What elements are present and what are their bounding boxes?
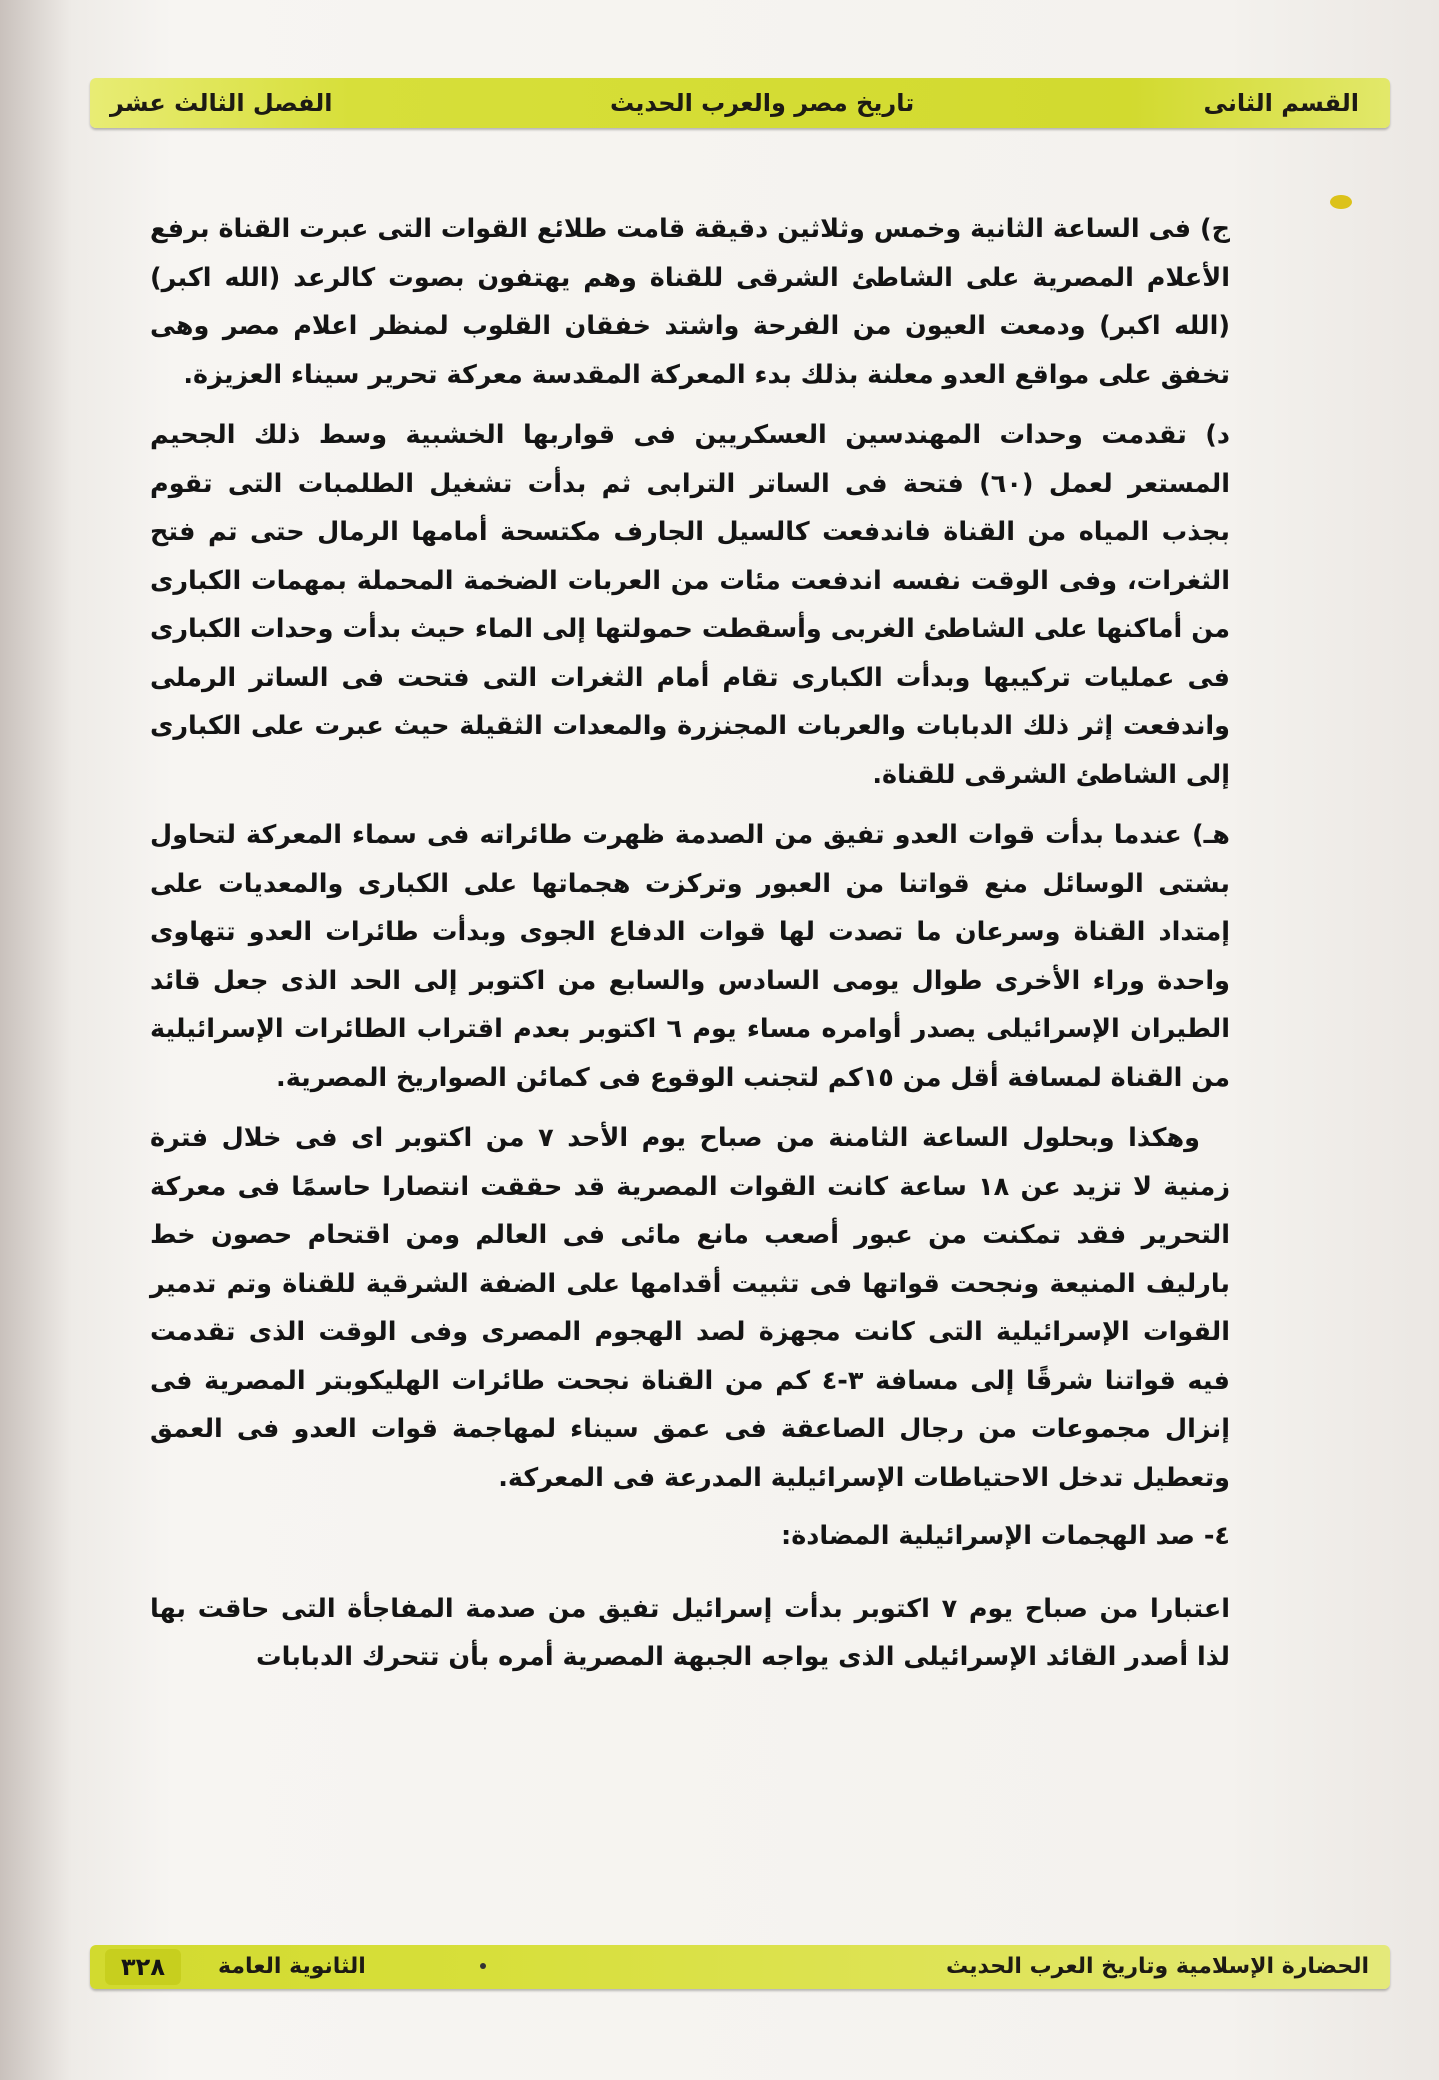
paragraph-d: د) تقدمت وحدات المهندسين العسكريين فى قواربها الخشبية وسط ذلك الجحيم المستعر لعمل (٦٠) فتحة فى الساتر الترابى ثم بدأت تشغيل الطلمبات التى تقوم بجذب المياه من القناة فاندفعت كالسيل الجارف مكتسحة أمامها الرمال حتى تم فتح الثغرات، وفى الوقت نفسه اندفعت مئات من العربات الضخمة المحملة بمهمات الكبارى من أماكنها على الشاطئ الغربى وأسقطت حمولتها إلى الماء حيث بدأت وحدات الكبارى فى عمليات تركيبها وبدأت الكبارى تقام أمام الثغرات التى فتحت فى الساتر الرملى واندفعت إثر ذلك الدبابات والعربات المجنزرة والمعدات الثقيلة حيث عبرت على الكبارى إلى الشاطئ الشرقى للقناة. [150,420,1230,790]
paragraph-c: ج) فى الساعة الثانية وخمس وثلاثين دقيقة قامت طلائع القوات التى عبرت القناة برفع الأعلام المصرية على الشاطئ الشرقى للقناة وهم يهتفون بصوت كالرعد (الله اكبر) (الله اكبر) ودمعت العيون من الفرحة واشتد خفقان القلوب لمنظر اعلام مصر وهى تخفق على مواقع العدو معلنة بذلك بدء المعركة المقدسة معركة تحرير سيناء العزيزة. [150,214,1230,390]
page-number: ٣٢٨ [105,1949,181,1985]
paragraph-h: هـ) عندما بدأت قوات العدو تفيق من الصدمة ظهرت طائراته فى سماء المعركة لتحاول بشتى الوسائل منع قواتنا من العبور وتركزت هجماتها على الكبارى والمعديات على إمتداد القناة وسرعان ما تصدت لها قوات الدفاع الجوى وبدأت طائرات العدو تتهاوى واحدة وراء الأخرى طوال يومى السادس والسابع من اكتوبر إلى الحد الذى جعل قائد الطيران الإسرائيلى يصدر أوامره مساء يوم ٦ اكتوبر بعدم اقتراب الطائرات الإسرائيلية من القناة لمسافة أقل من ١٥كم لتجنب الوقوع فى كمائن الصواريخ المصرية. [150,820,1230,1093]
highlight-mark [1330,195,1352,209]
header-book-title: تاريخ مصر والعرب الحديث [610,89,915,117]
header-chapter-label: الفصل الثالث عشر [110,89,333,117]
section-subheading: ٤- صد الهجمات الإسرائيلية المضادة: [781,1521,1230,1551]
page-body [150,205,1230,1682]
paragraph-counterattacks: اعتبارا من صباح يوم ٧ اكتوبر بدأت إسرائيل تفيق من صدمة المفاجأة التى حاقت بها لذا أصدر القائد الإسرائيلى الذى يواجه الجبهة المصرية أمره بأن تتحرك الدبابات [150,1593,1230,1672]
footer-grade: الثانوية العامة [218,1954,366,1979]
header-section-label: القسم الثانى [1203,89,1359,117]
footer-separator-dot [480,1963,486,1969]
footer-book-title: الحضارة الإسلامية وتاريخ العرب الحديث [946,1954,1369,1979]
paragraph-summary: وهكذا وبحلول الساعة الثامنة من صباح يوم الأحد ٧ من اكتوبر اى فى خلال فترة زمنية لا تزيد عن ١٨ ساعة كانت القوات المصرية قد حققت انتصارا حاسمًا فى معركة التحرير فقد تمكنت من عبور أصعب مانع مائى فى العالم ومن اقتحام حصون خط بارليف المنيعة ونجحت قواتها فى تثبيت أقدامها على الضفة الشرقية للقناة وتم تدمير القوات الإسرائيلية التى كانت مجهزة لصد الهجوم المصرى وفى الوقت الذى تقدمت فيه قواتنا شرقًا إلى مسافة ٣-٤ كم من القناة نجحت طائرات الهليكوبتر المصرية فى إنزال مجموعات من رجال الصاعقة فى عمق سيناء لمهاجمة قوات العدو فى العمق وتعطيل تدخل الاحتياطات الإسرائيلية المدرعة فى المعركة. [150,1123,1230,1493]
